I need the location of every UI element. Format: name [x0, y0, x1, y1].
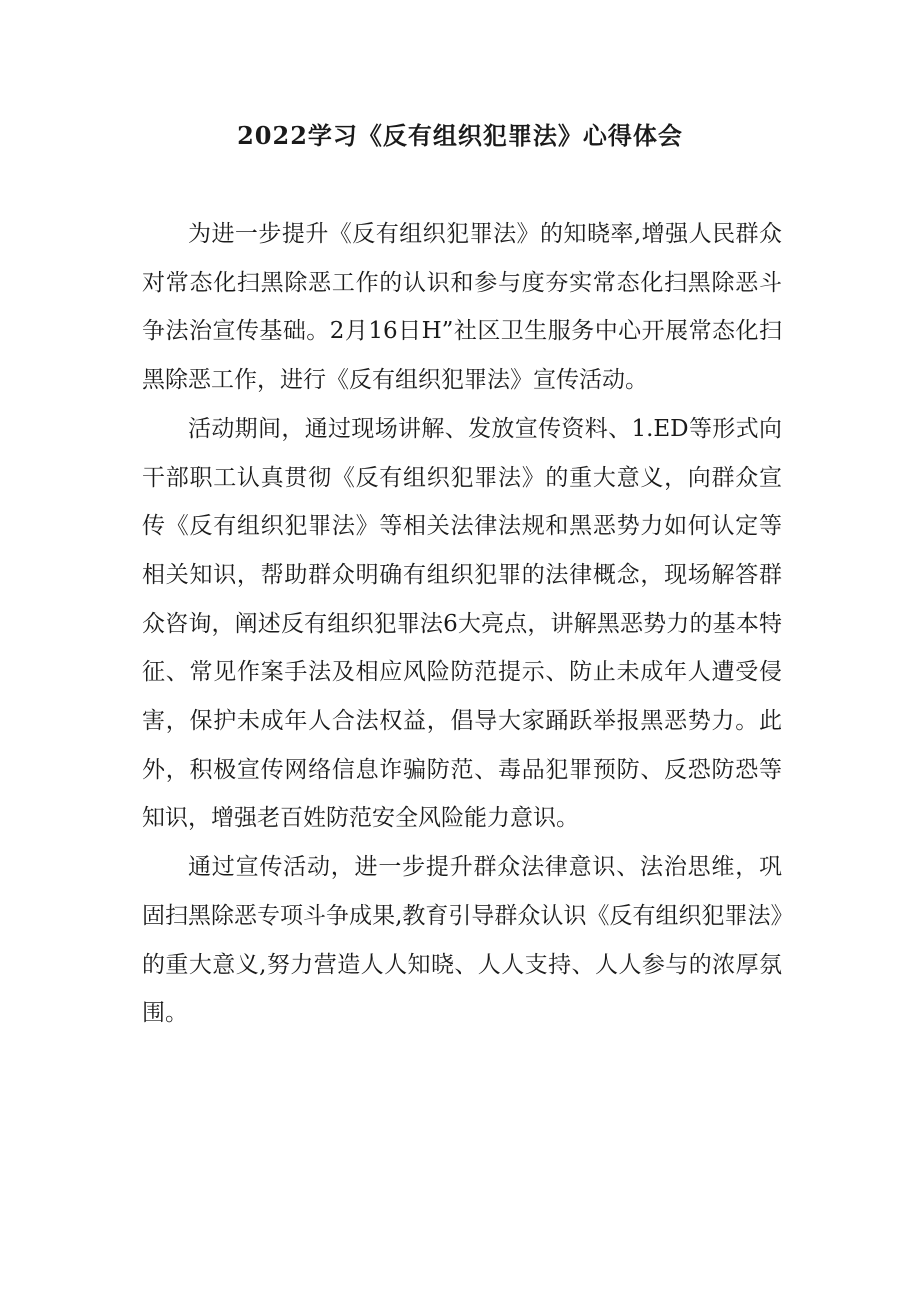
document-title: 2022学习《反有组织犯罪法》心得体会	[237, 121, 683, 150]
document-body	[142, 210, 782, 1038]
paragraph-intro: 为进一步提升《反有组织犯罪法》的知晓率,增强人民群众对常态化扫黑除恶工作的认识和参与度夯实常态化扫黑除恶斗争法治宣传基础。2月16日H”社区卫生服务中心开展常态化扫黑除恶工作，进行《反有组织犯罪法》宣传活动。	[142, 221, 782, 394]
paragraph-conclusion: 通过宣传活动，进一步提升群众法律意识、法治思维，巩固扫黑除恶专项斗争成果,教育引导群众认识《反有组织犯罪法》的重大意义,努力营造人人知晓、人人支持、人人参与的浓厚氛围。	[142, 854, 782, 1027]
paragraph-activities: 活动期间，通过现场讲解、发放宣传资料、1.ED等形式向干部职工认真贯彻《反有组织犯罪法》的重大意义，向群众宣传《反有组织犯罪法》等相关法律法规和黑恶势力如何认定等相关知识，帮助群众明确有组织犯罪的法律概念，现场解答群众咨询，阐述反有组织犯罪法6大亮点，讲解黑恶势力的基本特征、常见作案手法及相应风险防范提示、防止未成年人遭受侵害，保护未成年人合法权益，倡导大家踊跃举报黑恶势力。此外，积极宣传网络信息诈骗防范、毒品犯罪预防、反恐防恐等知识，增强老百姓防范安全风险能力意识。	[142, 415, 782, 832]
